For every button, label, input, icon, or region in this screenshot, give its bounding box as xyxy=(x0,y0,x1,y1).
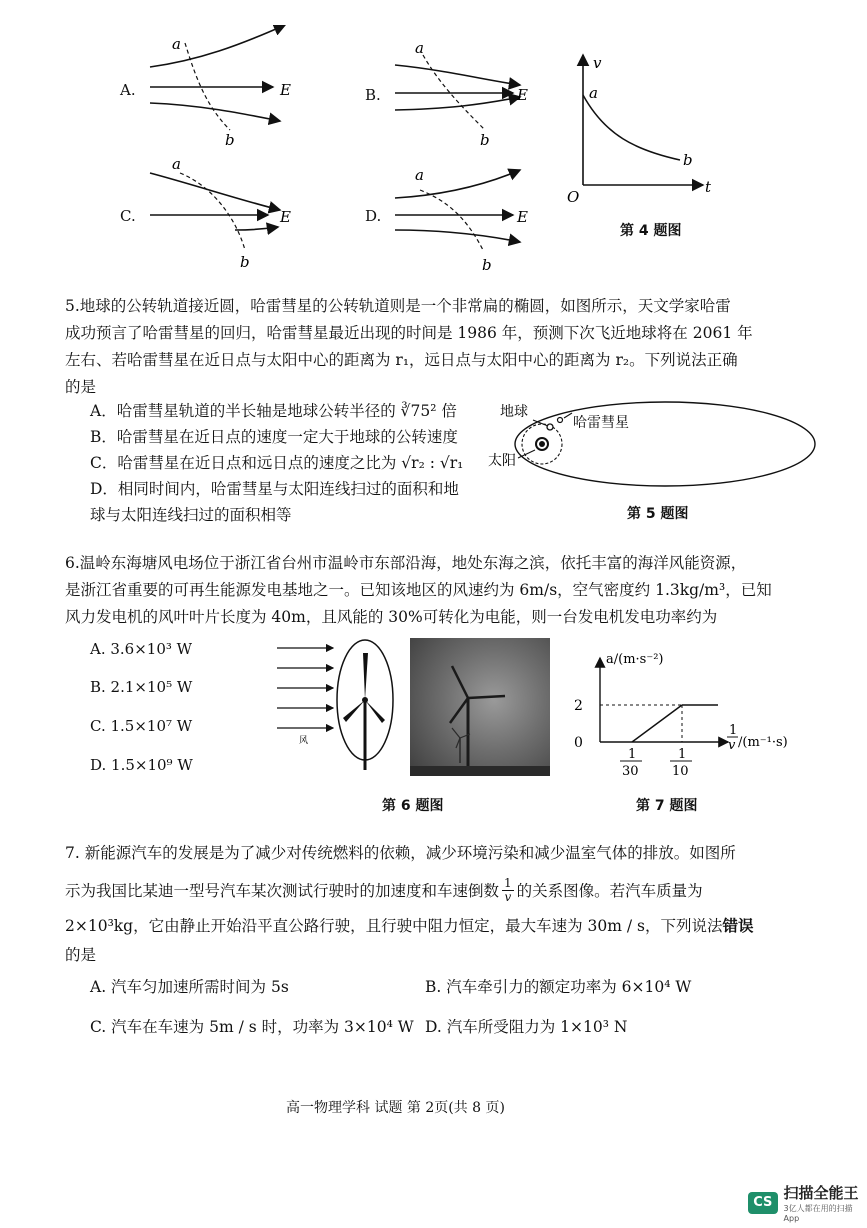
q4-graph-v: v xyxy=(593,54,602,72)
q7-x-axis-den: v xyxy=(728,738,736,753)
q6-stem-line1: 6.温岭东海塘风电场位于浙江省台州市温岭市东部沿海，地处东海之滨，依托丰富的海洋风能资源， xyxy=(65,554,747,572)
q7-x-axis-unit: /(m⁻¹·s) xyxy=(738,735,788,750)
q6-option-b: B. 2.1×10⁵ W xyxy=(90,678,193,696)
q6-caption: 第 6 题图 xyxy=(382,798,444,814)
q4-graph-b: b xyxy=(683,151,693,169)
q6-option-d: D. 1.5×10⁹ W xyxy=(90,756,193,774)
q5-option-d-line1: D．相同时间内，哈雷彗星与太阳连线扫过的面积和地 xyxy=(90,480,459,498)
q7-y-axis-label: a/(m·s⁻²) xyxy=(606,652,664,667)
q6-stem-line3: 风力发电机的风叶叶片长度为 40m，且风能的 30%可转化为电能，则一台发电机发电功率约为 xyxy=(65,608,718,626)
q5-label-earth: 地球 xyxy=(500,404,528,420)
q4-c-label-a: a xyxy=(172,155,181,173)
q4-caption: 第 4 题图 xyxy=(620,223,682,239)
q4-b-label-a: a xyxy=(415,39,424,57)
q7-option-d: D. 汽车所受阻力为 1×10³ N xyxy=(425,1018,628,1036)
q7-stem-line3 xyxy=(65,913,754,939)
q7-option-b: B. 汽车牵引力的额定功率为 6×10⁴ W xyxy=(425,978,692,996)
scanner-watermark xyxy=(748,1182,867,1223)
q4-c-label-b: b xyxy=(240,253,250,271)
q7-stem-line2-post: 的关系图像。若汽车质量为 xyxy=(516,881,703,900)
q5-stem-line4: 的是 xyxy=(65,378,97,396)
q6-option-c: C. 1.5×10⁷ W xyxy=(90,717,193,735)
scanner-name: 扫描全能王 xyxy=(783,1184,859,1202)
q4-graph-a: a xyxy=(589,84,598,102)
q4-a-label-e: E xyxy=(280,81,291,99)
q7-stem-line1: 7. 新能源汽车的发展是为了减少对传统燃料的依赖，减少环境污染和减少温室气体的排放。如图所 xyxy=(65,844,736,862)
q4-option-d-label: D. xyxy=(365,207,382,225)
scanner-tagline: 3亿人都在用的扫描App xyxy=(783,1204,853,1223)
q6-wind-label: 风 xyxy=(299,736,309,746)
q7-x-tick1-num: 1 xyxy=(628,747,637,762)
q4-vt-graph xyxy=(565,50,715,210)
q5-option-c: C．哈雷彗星在近日点和远日点的速度之比为 √r₂ : √r₁ xyxy=(90,454,464,472)
page-footer: 高一物理学科 试题 第 2页(共 8 页) xyxy=(286,1100,505,1116)
q6-option-a: A. 3.6×10³ W xyxy=(90,640,193,658)
q7-option-c: C. 汽车在车速为 5m / s 时，功率为 3×10⁴ W xyxy=(90,1018,414,1036)
q7-stem-emphasis: 错误 xyxy=(722,916,754,935)
q7-y-tick-0: 0 xyxy=(574,735,583,751)
q7-stem-line3-pre: 2×10³kg，它由静止开始沿平直公路行驶，且行驶中阻力恒定，最大车速为 30m / s，下列说法 xyxy=(65,917,723,935)
q4-option-d-diagram xyxy=(385,160,545,275)
q7-caption: 第 7 题图 xyxy=(636,798,698,814)
q5-option-b: B．哈雷彗星在近日点的速度一定大于地球的公转速度 xyxy=(90,428,458,446)
q7-stem-line4: 的是 xyxy=(65,946,97,964)
q4-option-c-label: C. xyxy=(120,207,136,225)
q4-c-label-e: E xyxy=(280,208,291,226)
q5-stem-line3: 左右、若哈雷彗星在近日点与太阳中心的距离为 r₁，远日点与太阳中心的距离为 r₂。下列说法正确 xyxy=(65,351,738,369)
scanner-logo-icon: CS xyxy=(748,1192,778,1214)
q4-b-label-b: b xyxy=(480,131,490,149)
q4-figure xyxy=(110,25,830,275)
q5-caption: 第 5 题图 xyxy=(627,506,689,522)
q4-b-label-e: E xyxy=(517,86,528,104)
q4-option-b-label: B. xyxy=(365,86,381,104)
q4-a-label-b: b xyxy=(225,131,235,149)
q6-wind-diagram xyxy=(275,638,405,773)
q7-stem-line2 xyxy=(65,877,703,904)
q5-option-a: A．哈雷彗星轨道的半长轴是地球公转半径的 ∛75² 倍 xyxy=(90,402,457,420)
q7-stem-fraction-num: 1 xyxy=(504,876,512,890)
q4-option-a-label: A. xyxy=(120,81,136,99)
q4-d-label-e: E xyxy=(517,208,528,226)
q5-label-comet: 哈雷彗星 xyxy=(573,415,629,431)
q7-x-axis-num: 1 xyxy=(729,723,738,738)
scanner-text-block xyxy=(784,1182,867,1223)
q4-d-label-a: a xyxy=(415,166,424,184)
q7-stem-line2-pre: 示为我国比某迪一型号汽车某次测试行驶时的加速度和车速倒数 xyxy=(65,881,500,900)
q5-stem-line1: 5.地球的公转轨道接近圆，哈雷彗星的公转轨道则是一个非常扁的椭圆，如图所示，天文学家哈雷 xyxy=(65,297,731,315)
wind-turbine-image xyxy=(410,638,550,776)
q4-option-c-diagram xyxy=(140,155,300,275)
q7-graph xyxy=(570,650,810,780)
q7-x-tick1-den: 30 xyxy=(622,764,639,779)
q4-graph-t: t xyxy=(705,178,712,196)
q5-label-sun: 太阳 xyxy=(488,453,516,469)
q7-y-tick-2: 2 xyxy=(574,698,583,714)
q7-option-a: A. 汽车匀加速所需时间为 5s xyxy=(90,978,289,996)
q5-stem-line2: 成功预言了哈雷彗星的回归，哈雷彗星最近出现的时间是 1986 年，预测下次飞近地球将在 2061 年 xyxy=(65,324,753,342)
q7-x-tick2-den: 10 xyxy=(672,764,689,779)
q4-option-b-diagram xyxy=(385,35,545,150)
q4-a-label-a: a xyxy=(172,35,181,53)
q5-option-d-line2: 球与太阳连线扫过的面积相等 xyxy=(90,506,292,524)
q4-d-label-b: b xyxy=(482,256,492,274)
q4-option-a-diagram xyxy=(140,25,300,150)
q7-x-tick2-num: 1 xyxy=(678,747,687,762)
q4-graph-o: O xyxy=(567,188,580,206)
q7-stem-fraction xyxy=(502,877,514,904)
q5-orbit-diagram xyxy=(480,400,820,500)
wind-turbine-photo xyxy=(410,638,550,776)
q6-stem-line2: 是浙江省重要的可再生能源发电基地之一。已知该地区的风速约为 6m/s，空气密度约 1.3kg/m³，已知 xyxy=(65,581,772,599)
q7-stem-fraction-den: v xyxy=(504,890,512,904)
